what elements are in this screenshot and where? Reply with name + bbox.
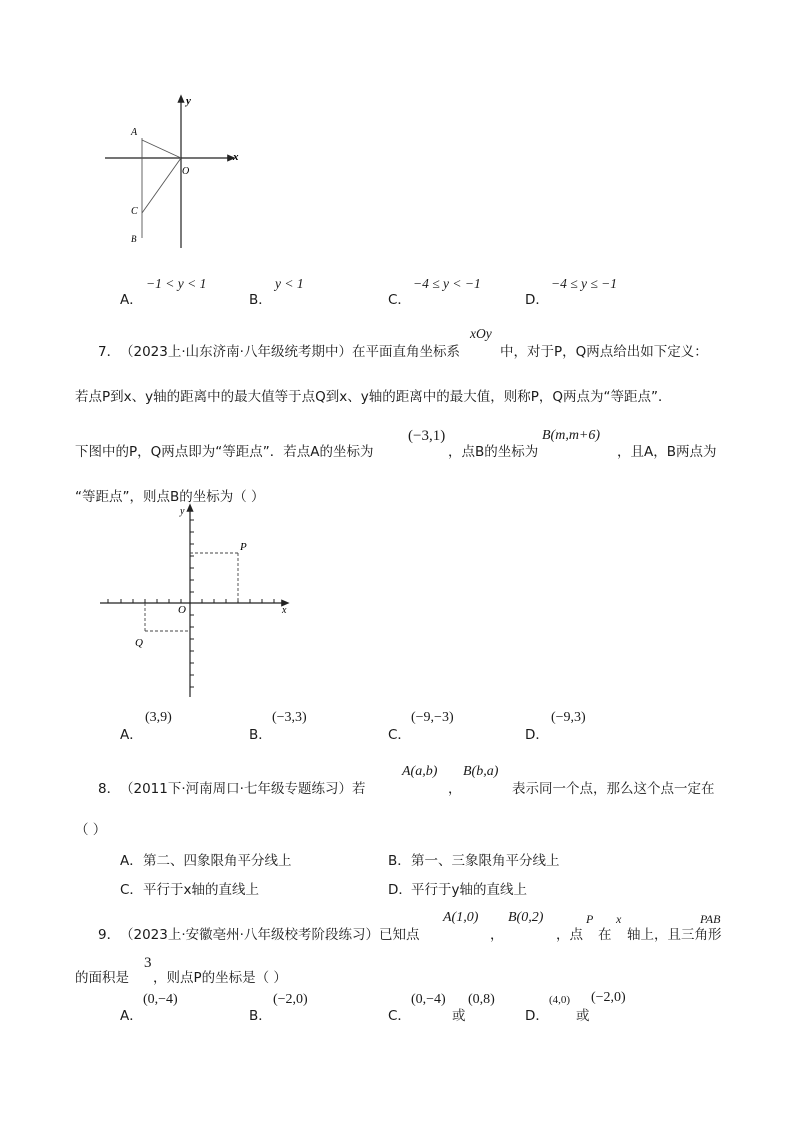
q7-number: 7． <box>98 344 121 360</box>
q8-option-a-letter: A． <box>120 853 143 869</box>
q6-option-c-letter: C． <box>388 292 411 308</box>
label-y: y <box>180 506 185 517</box>
segment-co <box>142 158 181 213</box>
label-x: x <box>233 151 239 163</box>
q7-option-b-letter: B． <box>249 727 272 743</box>
figure-equidistant-points <box>78 500 300 700</box>
q9-option-a-letter: A． <box>120 1008 143 1024</box>
q6-option-a: −1 < y < 1 <box>146 276 207 291</box>
q9-t2: 在 <box>598 927 612 943</box>
label-o: O <box>182 166 190 177</box>
q9-option-b: (−2,0) <box>273 992 308 1007</box>
q9-area: 3 <box>144 955 152 971</box>
q9-line2-b: ，则点P的坐标是（ ） <box>153 970 287 986</box>
q7-coord-sys: xOy <box>470 326 492 341</box>
q8-tail: 表示同一个点，那么这个点一定在 <box>512 781 715 797</box>
q8-a-coord: A(a,b) <box>402 764 438 779</box>
q7-option-d: (−9,3) <box>551 710 586 725</box>
q9-p: P <box>586 912 594 926</box>
q7-option-b: (−3,3) <box>272 710 307 725</box>
q8-option-d-letter: D． <box>388 882 412 898</box>
q7-line3-c: ，且A，B两点为 <box>617 444 717 460</box>
q7-b-coord: B(m,m+6) <box>542 428 601 443</box>
figure-coordinate-abc <box>100 90 260 260</box>
q6-option-a-letter: A． <box>120 292 143 308</box>
q9-option-b-letter: B． <box>249 1008 272 1024</box>
q9-line2-a: 的面积是 <box>75 970 129 986</box>
q6-option-d-letter: D． <box>525 292 549 308</box>
q9-option-d-letter: D． <box>525 1008 549 1024</box>
label-b: B <box>131 234 137 244</box>
q6-option-c: −4 ≤ y < −1 <box>413 276 481 291</box>
q9-pab: PAB <box>700 912 721 926</box>
q9-source: （2023上·安徽亳州·八年级校考阶段练习）已知点 <box>120 927 420 943</box>
q8-option-b: 第一、三象限角平分线上 <box>411 853 560 869</box>
q9-option-c-letter: C． <box>388 1008 411 1024</box>
q7-option-a-letter: A． <box>120 727 143 743</box>
q9-option-c-2: (0,8) <box>468 992 495 1007</box>
q7-option-d-letter: D． <box>525 727 549 743</box>
q7-line3-a: 下图中的P，Q两点即为“等距点”．若点A的坐标为 <box>75 444 374 460</box>
q7-line3-b: ，点B的坐标为 <box>448 444 539 460</box>
label-o: O <box>178 604 186 616</box>
label-c: C <box>131 206 138 217</box>
q9-option-c-or: 或 <box>452 1008 466 1024</box>
q9-option-d: (4,0) <box>549 994 571 1006</box>
q9-t1: ，点 <box>556 927 583 943</box>
q7-option-a: (3,9) <box>145 710 172 725</box>
q7-option-c: (−9,−3) <box>411 710 454 725</box>
q8-b-coord: B(b,a) <box>463 764 499 779</box>
label-y: y <box>186 95 191 107</box>
q7-source: （2023上·山东济南·八年级统考期中）在平面直角坐标系 <box>120 344 460 360</box>
label-q: Q <box>135 637 143 649</box>
q9-option-d-or: 或 <box>576 1008 590 1024</box>
q7-a-coord: (−3,1) <box>408 428 446 444</box>
label-x: x <box>282 605 287 616</box>
q8-option-b-letter: B． <box>388 853 411 869</box>
q6-option-b-letter: B． <box>249 292 272 308</box>
q8-number: 8． <box>98 781 121 797</box>
q7-option-c-letter: C． <box>388 727 411 743</box>
segment-ao <box>142 140 181 158</box>
label-p: P <box>240 541 247 553</box>
q6-option-b: y < 1 <box>275 276 304 291</box>
q7-line4: “等距点”，则点B的坐标为（ ） <box>75 489 265 505</box>
q7-line2: 若点P到x、y轴的距离中的最大值等于点Q到x、y轴的距离中的最大值，则称P，Q两点为“等距点”． <box>75 389 672 405</box>
q9-option-c: (0,−4) <box>411 992 446 1007</box>
q7-line1-tail: 中，对于P，Q两点给出如下定义： <box>500 344 708 360</box>
q9-x: x <box>616 912 622 926</box>
q6-option-d: −4 ≤ y ≤ −1 <box>551 276 618 291</box>
q9-option-d-2: (−2,0) <box>591 990 626 1005</box>
q9-option-a: (0,−4) <box>143 992 178 1007</box>
q8-option-c-letter: C． <box>120 882 143 898</box>
label-a: A <box>131 127 138 138</box>
q8-source: （2011下·河南周口·七年级专题练习）若 <box>120 781 366 797</box>
q8-option-c: 平行于x轴的直线上 <box>143 882 259 898</box>
q9-sep: ， <box>490 927 504 943</box>
q9-a-coord: A(1,0) <box>443 910 479 925</box>
q9-t3: 轴上，且三角形 <box>627 927 722 943</box>
q8-paren: （ ） <box>75 822 107 838</box>
q8-option-a: 第二、四象限角平分线上 <box>143 853 292 869</box>
q8-sep: ， <box>448 781 462 797</box>
q9-b-coord: B(0,2) <box>508 910 544 925</box>
q9-number: 9． <box>98 927 121 943</box>
q8-option-d: 平行于y轴的直线上 <box>411 882 527 898</box>
p-dashed-lines <box>190 553 238 603</box>
